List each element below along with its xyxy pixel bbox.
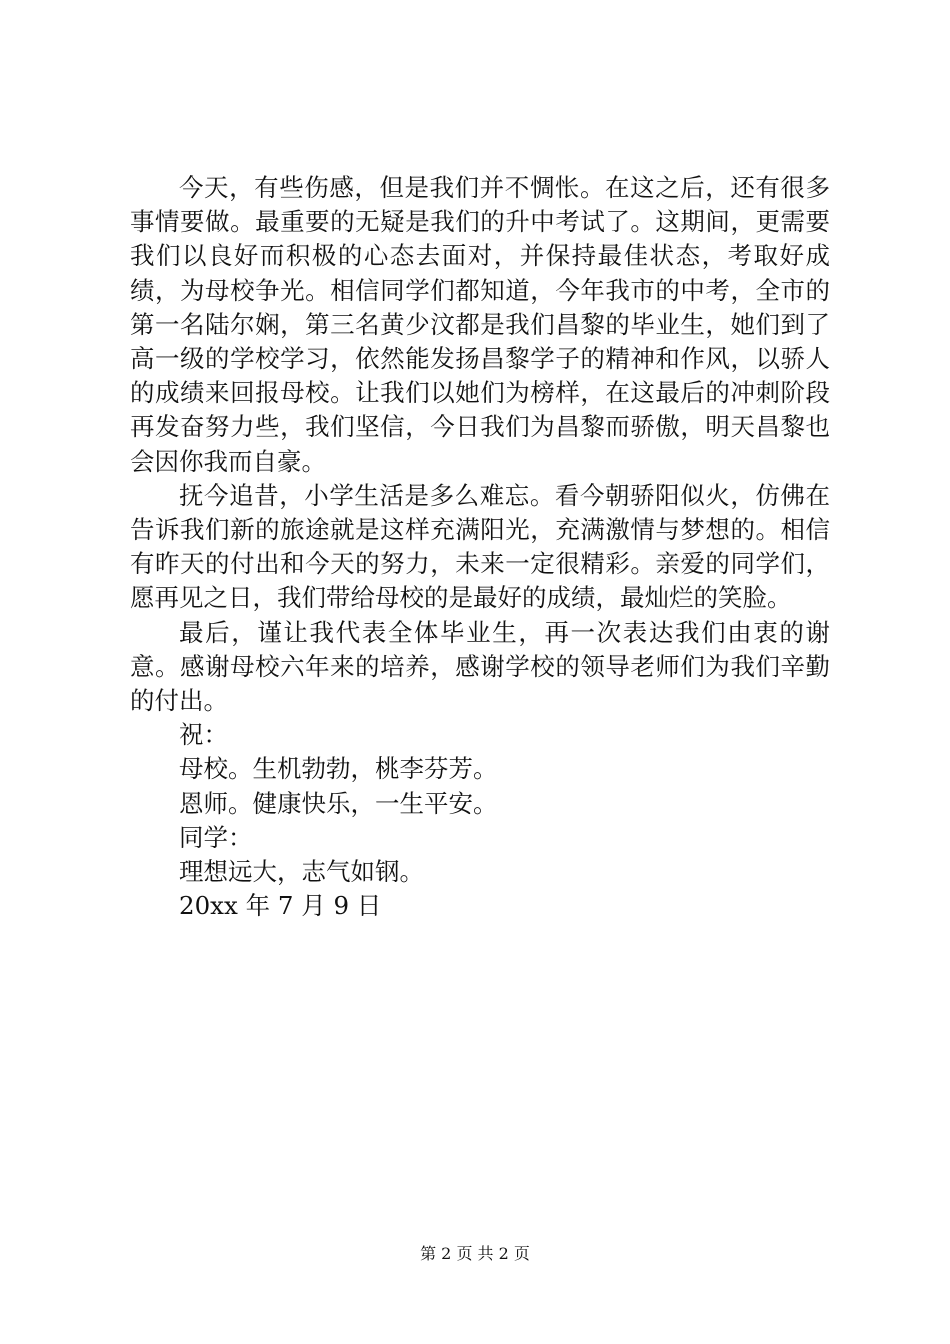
paragraph-1: 今天，有些伤感，但是我们并不惆怅。在这之后，还有很多事情要做。最重要的无疑是我们的升中考试了。这期间，更需要我们以良好而积极的心态去面对，并保持最佳状态，考取好成绩，为母校争光。相信同学们都知道，今年我市的中考，全市的第一名陆尔娴，第三名黄少汶都是我们昌黎的毕业生，她们到了高一级的学校学习，依然能发扬昌黎学子的精神和作风，以骄人的成绩来回报母校。让我们以她们为榜样，在这最后的冲刺阶段再发奋努力些，我们坚信，今日我们为昌黎而骄傲，明天昌黎也会因你我而自豪。 — [130, 173, 830, 476]
closing-wish-teachers: 恩师。健康快乐，一生平安。 — [179, 788, 498, 818]
closing-salutation: 祝： — [179, 720, 228, 750]
document-date: 20xx 年 7 月 9 日 — [179, 891, 382, 921]
paragraph-2: 抚今追昔，小学生活是多么难忘。看今朝骄阳似火，仿佛在告诉我们新的旅途就是这样充满阳光，充满激情与梦想的。相信有昨天的付出和今天的努力，未来一定很精彩。亲爱的同学们，愿再见之日，我们带给母校的是最好的成绩，最灿烂的笑脸。 — [130, 480, 830, 613]
paragraph-3: 最后，谨让我代表全体毕业生，再一次表达我们由衷的谢意。感谢母校六年来的培养，感谢学校的领导老师们为我们辛勤的付出。 — [130, 617, 830, 716]
closing-wish-school: 母校。生机勃勃，桃李芬芳。 — [179, 754, 498, 784]
page-number-footer: 第 2 页 共 2 页 — [420, 1244, 530, 1263]
closing-wish-classmates: 理想远大，志气如钢。 — [179, 857, 424, 887]
document-body — [130, 171, 830, 923]
closing-classmates-label: 同学： — [179, 822, 253, 852]
